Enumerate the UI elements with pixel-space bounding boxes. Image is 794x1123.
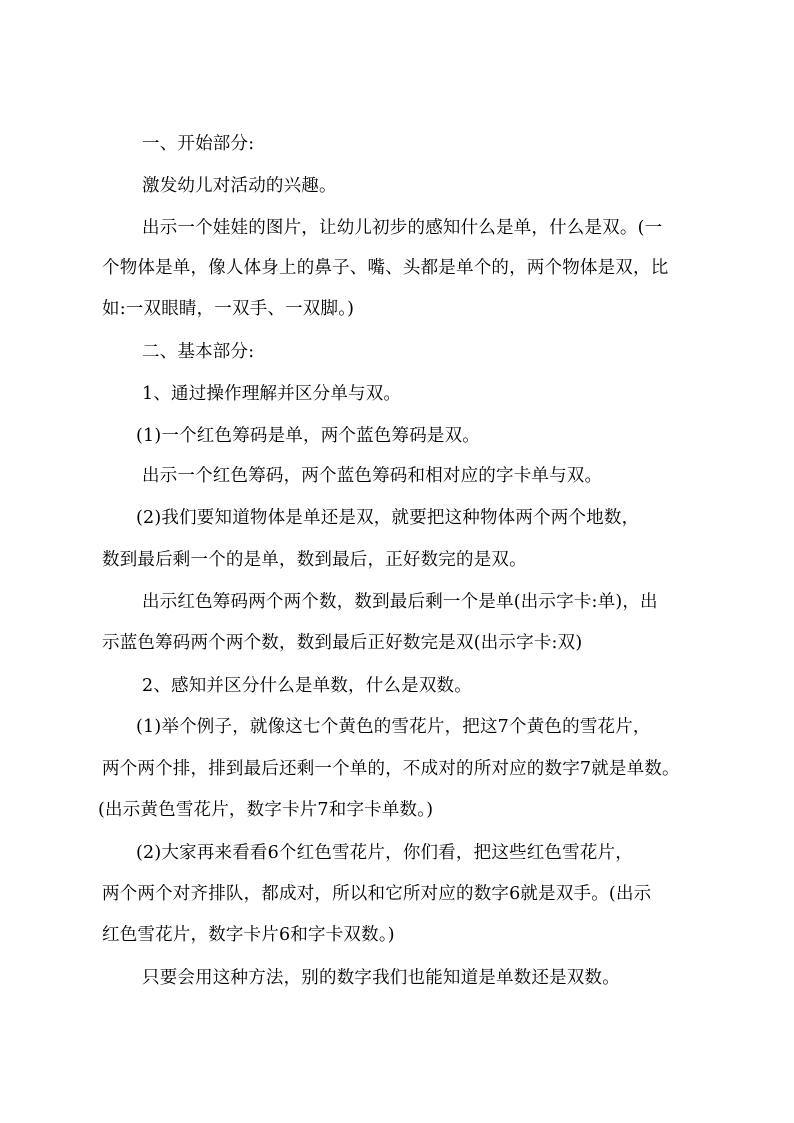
paragraph-line: 红色雪花片，数字卡片6和字卡双数。) (102, 925, 395, 945)
paragraph-line: 如:一双眼睛，一双手、一双脚。) (102, 299, 355, 319)
paragraph-line: 示蓝色筹码两个两个数，数到最后正好数完是双(出示字卡:双) (102, 633, 583, 653)
section-heading-start: 一、开始部分: (142, 134, 255, 154)
paragraph-line: (2)大家再来看看6个红色雪花片，你们看，把这些红色雪花片， (136, 843, 633, 863)
paragraph-line: 两个两个对齐排队，都成对，所以和它所对应的数字6就是双手。(出示 (102, 884, 652, 904)
paragraph-line: (出示黄色雪花片，数字卡片7和字卡单数。) (98, 800, 434, 820)
paragraph-line: 两个两个排，排到最后还剩一个单的，不成对的所对应的数字7就是单数。 (102, 759, 680, 779)
paragraph-line: 只要会用这种方法，别的数字我们也能知道是单数还是双数。 (142, 968, 620, 988)
numbered-heading: 1、通过操作理解并区分单与双。 (142, 384, 402, 404)
paragraph-line: 出示一个红色筹码，两个蓝色筹码和相对应的字卡单与双。 (142, 466, 603, 486)
paragraph-line: 数到最后剩一个的是单，数到最后，正好数完的是双。 (102, 550, 527, 570)
paragraph-line: (1)举个例子，就像这七个黄色的雪花片，把这7个黄色的雪花片， (136, 717, 651, 737)
numbered-heading: 2、感知并区分什么是单数，什么是双数。 (142, 676, 472, 696)
paragraph-line: 个物体是单，像人体身上的鼻子、嘴、头都是单个的，两个物体是双，比 (102, 258, 669, 278)
paragraph-line: (2)我们要知道物体是单还是双，就要把这种物体两个两个地数， (136, 508, 640, 528)
paragraph-line: 出示一个娃娃的图片，让幼儿初步的感知什么是单，什么是双。(一 (142, 218, 663, 238)
paragraph-line: 出示红色筹码两个两个数，数到最后剩一个是单(出示字卡:单)，出 (142, 592, 658, 612)
section-heading-basic: 二、基本部分: (142, 342, 255, 362)
paragraph-line: 激发幼儿对活动的兴趣。 (142, 176, 337, 196)
paragraph-line: (1)一个红色筹码是单，两个蓝色筹码是双。 (136, 426, 480, 446)
